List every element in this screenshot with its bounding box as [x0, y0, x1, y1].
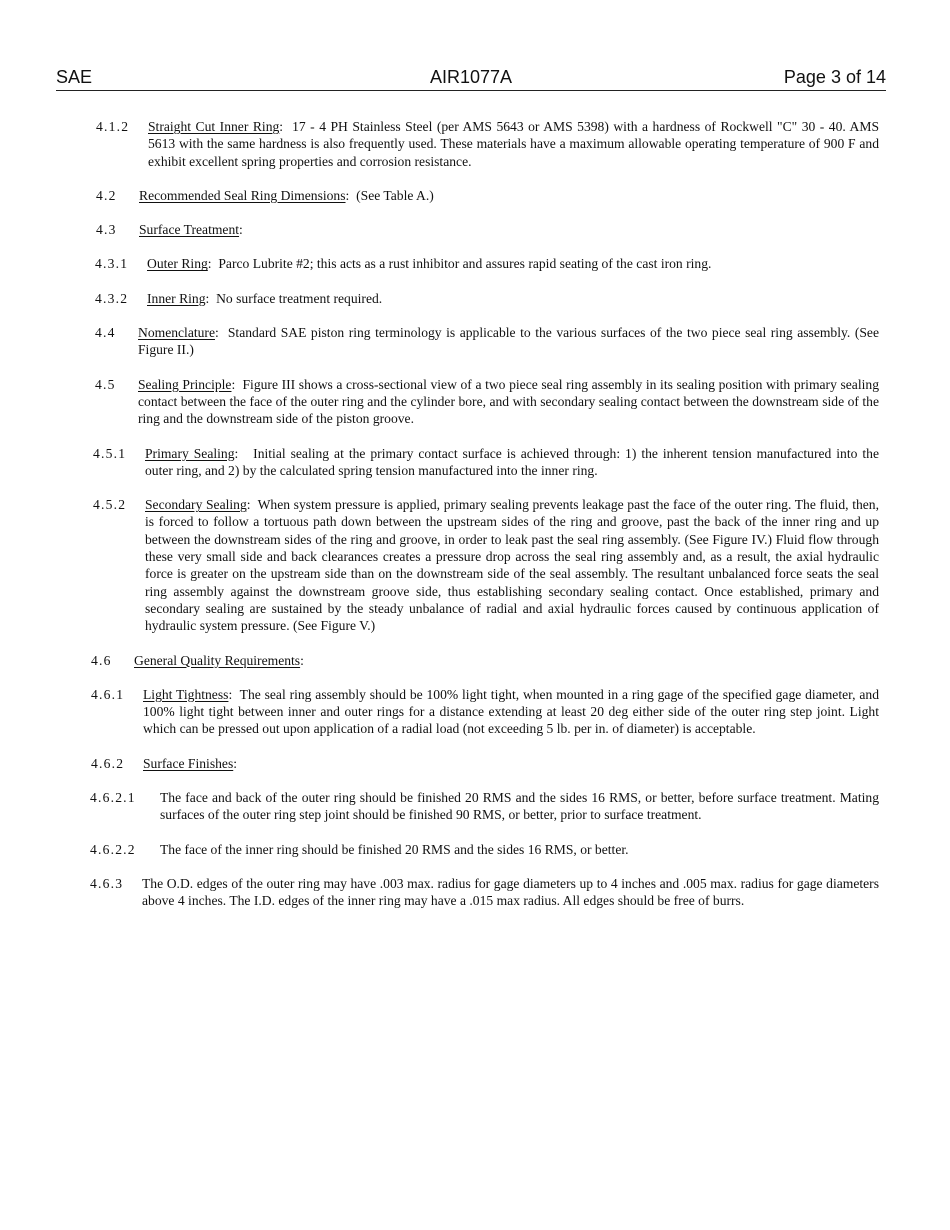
section-text: The face of the inner ring should be finished 20 RMS and the sides 16 RMS, or better. [160, 841, 629, 857]
section-4-5-2: 4.5.2 Secondary Sealing: When system pressure is applied, primary sealing prevents leakage past the face of the outer ring. The fluid, then, is forced to follow a tortuous path down between the upstream sides of the ring and groove, past the back of the inner ring and up between the downstream sides of the ring and groove, in order to leak past the seal ring assembly. (See Figure IV.) Fluid flow through these very small side and back clearances creates a pressure drop across the seal ring assembly and, as a result, the axial hydraulic force is greater on the upstream side than on the downstream side of the seal assembly. The resultant unbalanced force seats the seal ring assembly against the downstream groove side, thus establishing secondary sealing contact. Once established, primary and secondary sealing are sustained by the steady unbalance of radial and axial hydraulic forces caused by continuous application of hydraulic system pressure. (See Figure V.) [93, 497, 879, 634]
section-4-5-1: 4.5.1 Primary Sealing: Initial sealing at the primary contact surface is achieved through: 1) the inherent tension manufactured into the outer ring, and 2) by the calculated spring tension manufactured into the inner ring. [93, 445, 879, 478]
section-number: 4.4 [95, 325, 116, 341]
section-text: The face and back of the outer ring should be finished 20 RMS and the sides 16 RMS, or better, before surface treatment. Mating surfaces of the outer ring step joint should be finished 90 RMS, or better, prior to surface treatment. [160, 790, 879, 823]
section-number: 4.6.3 [90, 875, 124, 891]
section-number: 4.3.1 [95, 256, 129, 272]
section-text: When system pressure is applied, primary sealing prevents leakage past the face of the outer ring. The fluid, then, is forced to follow a tortuous path down between the upstream sides of the ring and groove, past the back of the inner ring and up between the downstream sides of the ring and groove, in order to leak past the seal ring assembly. (See Figure IV.) Fluid flow through these very small side and back clearances creates a pressure drop across the seal ring assembly and, as a result, the axial hydraulic force is greater on the upstream side than on the downstream side of the seal assembly. The resultant unbalanced force seats the seal ring assembly against the downstream groove side, thus establishing secondary sealing contact. Once established, primary and secondary sealing are sustained by the steady unbalance of radial and axial hydraulic forces caused by continuous application of hydraulic system pressure. (See Figure V.) [145, 497, 879, 634]
document-body [90, 118, 880, 910]
section-number: 4.2 [96, 187, 117, 203]
section-4-6-1: 4.6.1 Light Tightness: The seal ring assembly should be 100% light tight, when mounted in a ring gage of the specified gage diameter, and 100% light tight between inner and outer rings for a distance extending at least 20 deg either side of the outer ring step joint. Light which can be pressed out upon application of a radial load (not exceeding 5 lb. per in. of diameter) is acceptable. [91, 686, 879, 737]
section-number: 4.3.2 [95, 290, 129, 306]
section-text: Standard SAE piston ring terminology is applicable to the various surfaces of the two piece seal ring assembly. (See Figure II.) [138, 325, 880, 358]
section-text: Figure III shows a cross-sectional view of a two piece seal ring assembly in its sealing position with primary sealing contact between the face of the outer ring and the cylinder bore, and with secondary sealing contact between the downstream side of the ring and the downstream side of the piston groove. [138, 376, 879, 427]
section-number: 4.5.2 [93, 497, 127, 513]
section-text: (See Table A.) [356, 187, 434, 203]
section-4-6-3 [90, 875, 879, 910]
section-title: Recommended Seal Ring Dimensions [139, 187, 346, 203]
section-4-1-2: 4.1.2 Straight Cut Inner Ring: 17 - 4 PH Stainless Steel (per AMS 5643 or AMS 5398) with a hardness of Rockwell "C" 30 - 40. AMS 5613 with the same hardness is also frequently used. These materials have a maximum allowable operating temperature of 900 F and exhibit excellent spring properties and corrosion resistance. [96, 119, 880, 169]
section-4-6-2-1 [90, 789, 879, 824]
section-title: Secondary Sealing [145, 497, 247, 513]
section-title: Surface Treatment [139, 222, 240, 238]
section-title: Sealing Principle [138, 376, 232, 392]
section-4-3-2: 4.3.2 Inner Ring: No surface treatment required. [95, 290, 383, 306]
section-title: Nomenclature [138, 325, 215, 341]
section-title: Straight Cut Inner Ring [148, 119, 280, 134]
section-number: 4.3 [96, 222, 117, 238]
section-title: Inner Ring [147, 290, 206, 306]
section-number: 4.5.1 [93, 445, 127, 461]
section-title: Surface Finishes [143, 755, 234, 771]
header-org: SAE [56, 67, 93, 87]
section-text: 17 - 4 PH Stainless Steel (per AMS 5643 or AMS 5398) with a hardness of Rockwell "C" 30 - 40. AMS 5613 with the same hardness is also frequently used. These materials have a maximum allowable operating temperature of 900 F and exhibit excellent spring properties and corrosion resistance. [148, 119, 880, 169]
section-4-6: 4.6 General Quality Requirements: [91, 652, 304, 668]
section-4-3-1: 4.3.1 Outer Ring: Parco Lubrite #2; this acts as a rust inhibitor and assures rapid seating of the cast iron ring. [95, 256, 712, 272]
page-header [56, 66, 886, 91]
section-text: No surface treatment required. [216, 290, 383, 306]
section-4-6-2-2 [90, 841, 879, 858]
section-4-6-2: 4.6.2 Surface Finishes: [91, 755, 238, 771]
header-page-number: Page 3 of 14 [783, 67, 886, 87]
section-number: 4.1.2 [96, 119, 130, 134]
section-number: 4.6.2 [91, 755, 125, 771]
section-4-2: 4.2 Recommended Seal Ring Dimensions: (See Table A.) [96, 187, 434, 203]
section-number: 4.6 [91, 652, 112, 668]
section-title: Light Tightness [143, 686, 229, 702]
section-number: 4.6.2.2 [90, 841, 136, 857]
section-title: Primary Sealing [145, 445, 235, 461]
section-text: The seal ring assembly should be 100% light tight, when mounted in a ring gage of the specified gage diameter, and 100% light tight between inner and outer rings for a distance extending at least 20 deg either side of the outer ring step joint. Light which can be pressed out upon application of a radial load (not exceeding 5 lb. per in. of diameter) is acceptable. [143, 686, 879, 737]
section-4-5: 4.5 Sealing Principle: Figure III shows a cross-sectional view of a two piece seal ring assembly in its sealing position with primary sealing contact between the face of the outer ring and the cylinder bore, and with secondary sealing contact between the downstream side of the ring and the downstream side of the piston groove. [95, 376, 879, 427]
header-document-id: AIR1077A [429, 67, 513, 87]
section-text: Initial sealing at the primary contact surface is achieved through: 1) the inherent tension manufactured into the outer ring, and 2) by the calculated spring tension manufactured into the inner ring. [145, 445, 879, 478]
section-title: Outer Ring [147, 256, 208, 272]
section-text: The O.D. edges of the outer ring may have .003 max. radius for gage diameters up to 4 inches and .005 max. radius for gage diameters above 4 inches. The I.D. edges of the inner ring may have a .015 max radius. All edges should be free of burrs. [142, 875, 879, 909]
section-number: 4.6.2.1 [90, 790, 136, 806]
section-4-4: 4.4 Nomenclature: Standard SAE piston ring terminology is applicable to the various surfaces of the two piece seal ring assembly. (See Figure II.) [95, 325, 880, 358]
section-title: General Quality Requirements [134, 652, 301, 668]
section-number: 4.6.1 [91, 686, 125, 702]
section-text: Parco Lubrite #2; this acts as a rust inhibitor and assures rapid seating of the cast iron ring. [218, 256, 712, 272]
section-4-3: 4.3 Surface Treatment: [96, 222, 243, 238]
section-number: 4.5 [95, 376, 116, 392]
